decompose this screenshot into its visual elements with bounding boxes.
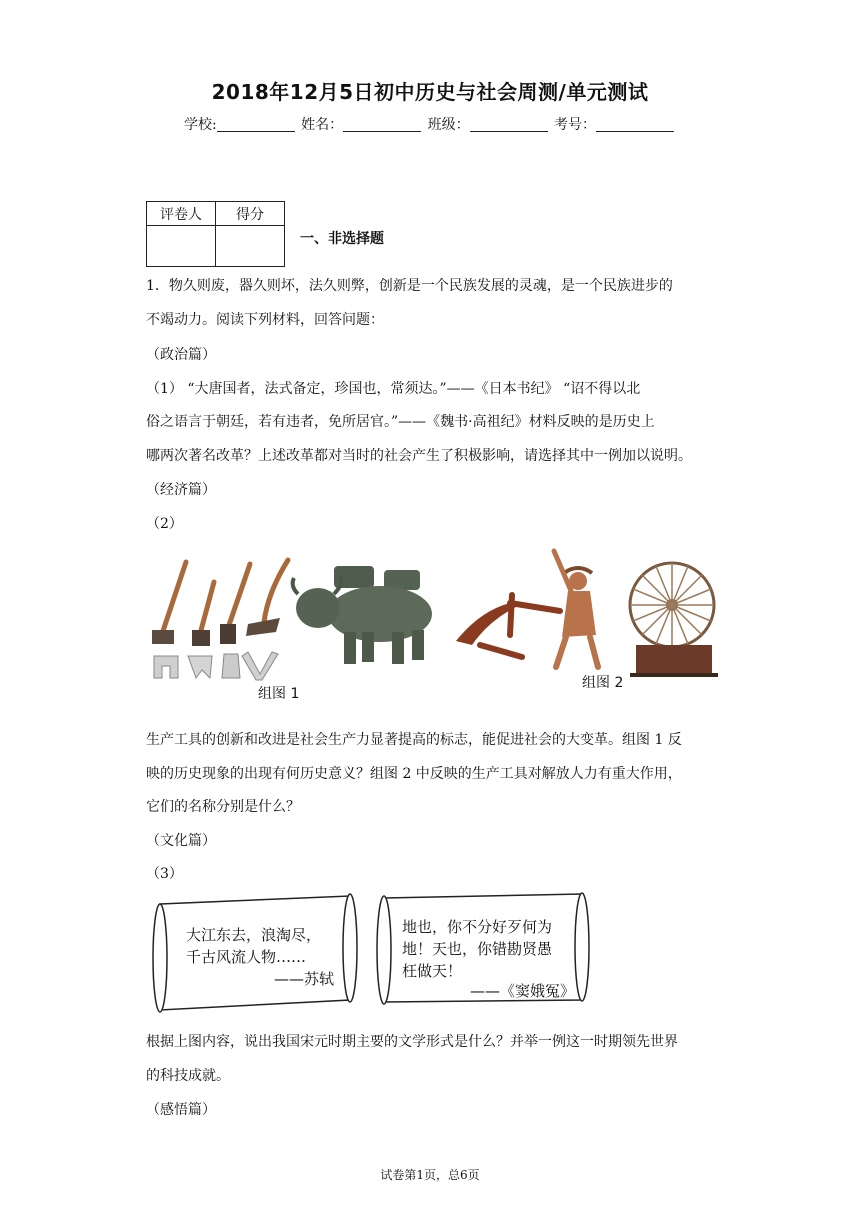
scroll-su-shi: [148, 888, 362, 1018]
insight-heading: （感悟篇）: [146, 1102, 216, 1118]
scroll1-author: ——苏轼: [274, 970, 335, 988]
p2-line2: 映的历史现象的出现有何历史意义？组图 2 中反映的生产工具对解放人力有重大作用，: [146, 766, 682, 782]
culture-heading: （文化篇）: [146, 833, 216, 849]
economy-heading: （经济篇）: [146, 482, 216, 498]
curved-plow-icon: [456, 595, 560, 657]
p2-label: （2）: [146, 516, 183, 532]
bronze-ox-icon: [293, 566, 432, 664]
scroll2-line1: 地也，你不分好歹何为: [402, 918, 553, 936]
class-blank[interactable]: [470, 117, 548, 132]
p1-line2: 俗之语言于朝廷，若有违者，免所居官。”——《魏书·高祖纪》材料反映的是历史上: [146, 414, 655, 430]
scroll2-line2: 地！天也，你错勘贤愚: [402, 940, 553, 958]
iron-pick-icon: [246, 560, 288, 636]
p1-line1: （1） “大唐国者，法式备定，珍国也，常须达。”——《日本书纪》 “诏不得以北: [146, 381, 641, 397]
student-info-line: [0, 114, 860, 134]
waterwheel-icon: [630, 563, 718, 677]
fig2-caption: 组图 2: [582, 675, 624, 691]
fig1-caption: 组图 1: [258, 686, 300, 702]
p3-line2: 的科技成就。: [146, 1068, 230, 1084]
politics-heading: （政治篇）: [146, 347, 216, 363]
section-title: 一、非选择题: [300, 231, 384, 247]
p3-label: （3）: [146, 866, 183, 882]
iron-shovel-icon: [220, 564, 250, 644]
school-blank[interactable]: [217, 117, 295, 132]
school-label: 学校:: [183, 117, 217, 133]
q1-line1: 1．物久则废，器久则坏，法久则弊，创新是一个民族发展的灵魂，是一个民族进步的: [146, 278, 673, 294]
p1-line3: 哪两次著名改革？上述改革都对当时的社会产生了积极影响，请选择其中一例加以说明。: [146, 448, 692, 464]
name-label: 姓名：: [301, 117, 344, 133]
iron-spade-icon: [192, 582, 214, 646]
scroll1-line2: 千古风流人物……: [186, 948, 307, 966]
iron-hoe-icon: [152, 562, 186, 644]
scroll1-line1: 大江东去，浪淘尽，: [186, 926, 322, 944]
scroll-dou-e: [374, 886, 592, 1010]
grader-header: 评卷人: [147, 202, 216, 226]
page-footer: 试卷第1页，总6页: [380, 1168, 480, 1182]
score-header: 得分: [216, 202, 285, 226]
score-cell: [216, 226, 285, 267]
figure-group-1: [148, 552, 438, 702]
p2-line3: 它们的名称分别是什么？: [146, 799, 300, 815]
p3-line1: 根据上图内容，说出我国宋元时期主要的文学形式是什么？并举一例这一时期领先世界: [146, 1034, 678, 1050]
figure-group-2: [450, 545, 720, 695]
score-table: [146, 201, 285, 267]
name-blank[interactable]: [343, 117, 421, 132]
grader-cell: [147, 226, 216, 267]
exam-no-label: 考号：: [554, 117, 597, 133]
scroll2-line3: 枉做天！: [402, 962, 463, 980]
class-label: 班级：: [427, 117, 470, 133]
q1-line2: 不竭动力。阅读下列材料，回答问题：: [146, 312, 384, 328]
scroll2-author: ——《窦娥冤》: [470, 982, 576, 1000]
iron-plowshares-icon: [154, 652, 278, 680]
exam-no-blank[interactable]: [596, 117, 674, 132]
p2-line1: 生产工具的创新和改进是社会生产力显著提高的标志，能促进社会的大变革。组图 1 反: [146, 732, 682, 748]
page-title: 2018年12月5日初中历史与社会周测/单元测试: [211, 80, 649, 104]
